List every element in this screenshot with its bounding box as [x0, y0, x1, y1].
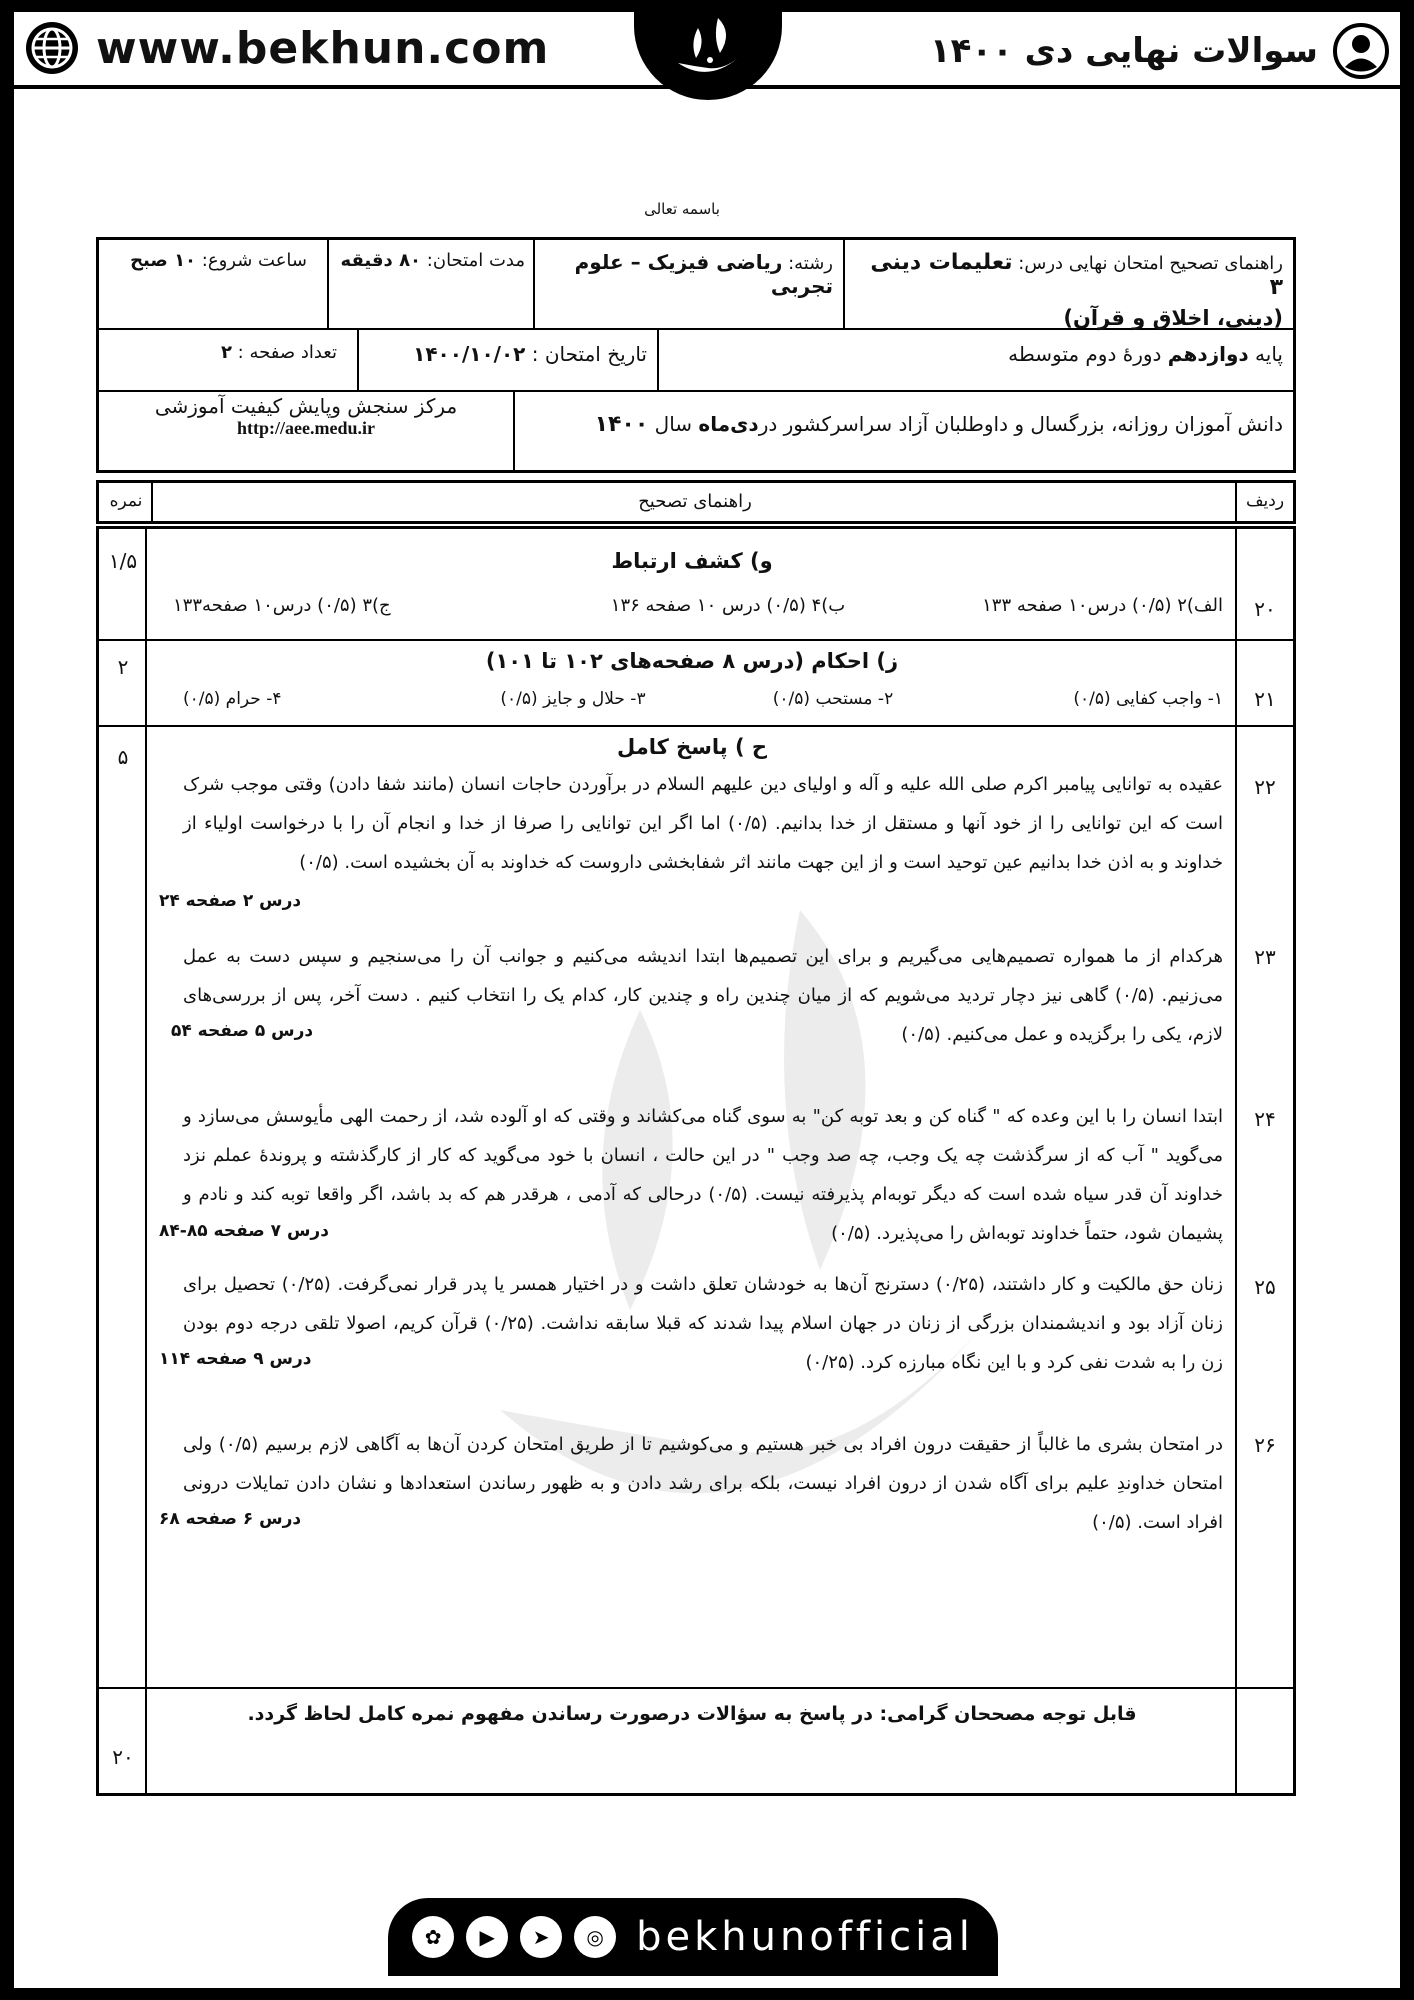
top-bar: [14, 12, 1400, 89]
row-number: ۲۴: [1254, 1107, 1276, 1131]
row-score: ۱/۵: [108, 549, 138, 573]
pages-cell: تعداد صفحه : ۲: [220, 342, 337, 363]
row-number: ۲۵: [1254, 1275, 1276, 1299]
row-score: ۲: [117, 655, 129, 679]
grade-cell: پایه دوازدهم دورهٔ دوم متوسطه: [657, 328, 1293, 390]
table-header: [96, 480, 1296, 524]
row-number: ۲۱: [1254, 687, 1276, 711]
globe-icon: [24, 20, 80, 76]
logo-icon: [648, 8, 768, 88]
instagram-icon[interactable]: ◎: [574, 1916, 616, 1958]
answer-table: [96, 526, 1296, 1796]
section-item: ۱- واجب کفایی (۰/۵): [1073, 689, 1223, 709]
answer-ref: درس ۲ صفحه ۲۴: [159, 891, 302, 911]
total-score: ۲۰: [112, 1745, 134, 1769]
section-item: ۳- حلال و جایز (۰/۵): [500, 689, 646, 709]
section-title: و) کشف ارتباط: [611, 549, 773, 573]
section-item: ۲- مستحب (۰/۵): [772, 689, 894, 709]
answer-ref: درس ۶ صفحه ۶۸: [159, 1509, 302, 1529]
castbox-icon[interactable]: ✿: [412, 1916, 454, 1958]
site-link[interactable]: [24, 20, 549, 76]
col-guide: راهنمای تصحیح: [638, 491, 752, 512]
center-cell: مرکز سنجش وپایش کیفیت آموزشی http://aee.medu.ir: [154, 394, 458, 438]
exam-info-box: [96, 237, 1296, 473]
social-footer: [388, 1898, 998, 1976]
answer-text: ابتدا انسان را با این وعده که " گناه کن و بعد توبه کن" به سوی گناه می‌کشاند و وقتی که او آلوده شد، از رحمت الهی مأیوسش می‌سازد و می‌گوید " آب که از سرگذشت چه یک وجب، چه صد وجب " در این حالت ، انسان با خود می‌گوید که کار از کارگذشته و پروندهٔ عملم نزد خداوند آن قدر سیاه شده است که دیگر توبه‌ام پذیرفته نیست. (۰/۵) درحالی که آدمی ، هرقدر هم که بد باشد، اگر واقعا توبه کند و نادم و پشیمان شود، حتماً خداوند توبه‌اش را می‌پذیرد. (۰/۵): [183, 1106, 1223, 1244]
section-item: ۴- حرام (۰/۵): [183, 689, 282, 709]
answer-ref: درس ۷ صفحه ۸۵-۸۴: [159, 1221, 329, 1241]
row-number: ۲۲: [1254, 775, 1276, 799]
social-handle[interactable]: bekhunofficial: [636, 1914, 974, 1960]
section-item: ب)۴ (۰/۵) درس ۱۰ صفحه ۱۳۶: [610, 595, 846, 616]
site-url: www.bekhun.com: [96, 22, 550, 74]
students-cell: دانش آموزان روزانه، بزرگسال و داوطلبان آزاد سراسرکشور دردی‌ماه سال ۱۴۰۰: [513, 390, 1293, 470]
header-title: [930, 22, 1390, 80]
course-cell: راهنمای تصحیح امتحان نهایی درس: تعلیمات دینی ۳ (دینی، اخلاق و قرآن): [843, 240, 1293, 328]
date-cell: تاریخ امتحان : ۱۴۰۰/۱۰/۰۲: [357, 328, 657, 390]
answer-text: عقیده به توانایی پیامبر اکرم صلی الله علیه و آله و اولیای دین علیهم السلام در برآوردن حاجات انسان (مانند شفا دادن) وقتی موجب شرک است که این توانایی را از خود آنها و مستقل از خدا بدانیم. (۰/۵) اما اگر این توانایی را صرفا از خدا و انجام آن را با درخواست اولیاء از خداوند و به اذن خدا بدانیم عین توحید است و از این جهت مانند اثر شفابخشی داروست که خداوند به آن بخشیده است. (۰/۵): [183, 774, 1223, 873]
user-icon: [1332, 22, 1390, 80]
section-title: ز) احکام (درس ۸ صفحه‌های ۱۰۲ تا ۱۰۱): [485, 649, 899, 673]
answer-text: زنان حق مالکیت و کار داشتند، (۰/۲۵) دسترنج آن‌ها به خودشان تعلق داشت و در اختیار همسر یا پدر قرار نمی‌گرفت. (۰/۲۵) تحصیل برای زنان آزاد بود و اندیشمندان بزرگی از زنان در جهان اسلام پیدا شدند که قبلا سابقه نداشت. (۰/۲۵) قرآن کریم، اصولا تلقی درجه دوم بودن زن را به شدت نفی کرد و با این نگاه مبارزه کرد. (۰/۲۵): [183, 1274, 1223, 1373]
grader-note: قابل توجه مصححان گرامی: در پاسخ به سؤالات درصورت رساندن مفهوم نمره کامل لحاظ گردد.: [247, 1703, 1137, 1725]
header-title-text: سوالات نهایی دی ۱۴۰۰: [929, 31, 1318, 71]
field-cell: رشته: ریاضی فیزیک – علوم تجربی: [533, 240, 843, 328]
answer-ref: درس ۵ صفحه ۵۴: [171, 1021, 314, 1041]
col-row: ردیف: [1245, 491, 1285, 511]
brand-logo: [634, 0, 782, 100]
youtube-icon[interactable]: ▶: [466, 1916, 508, 1958]
duration-cell: مدت امتحان: ۸۰ دقیقه: [327, 240, 533, 328]
start-cell: ساعت شروع: ۱۰ صبح: [130, 250, 307, 271]
answer-text: در امتحان بشری ما غالباً از حقیقت درون افراد بی خبر هستیم و می‌کوشیم تا از طریق امتحان کردن آن‌ها به آگاهی لازم برسیم (۰/۵) ولی امتحان خداوندِ علیم برای آگاه شدن از درون افراد نیست، بلکه برای رشد دادن و به ظهور رساندن استعدادها و نشان دادن تمایلات درونی افراد است. (۰/۵): [183, 1434, 1223, 1533]
section-item: ج)۳ (۰/۵) درس۱۰ صفحه۱۳۳: [173, 595, 391, 616]
telegram-icon[interactable]: ➤: [520, 1916, 562, 1958]
section-title: ح ) پاسخ کامل: [616, 735, 768, 759]
col-score: نمره: [109, 491, 143, 511]
row-number: ۲۳: [1254, 945, 1276, 969]
answer-ref: درس ۹ صفحه ۱۱۴: [159, 1349, 312, 1369]
answer-text: هرکدام از ما همواره تصمیم‌هایی می‌گیریم و برای این تصمیم‌ها ابتدا اندیشه می‌کنیم و جوانب آن را می‌سنجیم و سپس دست به عمل می‌زنیم. (۰/۵) گاهی نیز دچار تردید می‌شویم که از میان چندین راه و چندین کار، کدام یک را انتخاب کنیم . دست آخر، پس از بررسی‌های لازم، یکی را برگزیده و عمل می‌کنیم. (۰/۵): [183, 946, 1223, 1045]
section-item: الف)۲ (۰/۵) درس۱۰ صفحه ۱۳۳: [982, 595, 1223, 616]
row-number: ۲۶: [1254, 1433, 1276, 1457]
bismillah: باسمه تعالی: [644, 200, 720, 218]
row-number: ۲۰: [1254, 597, 1276, 621]
row-score: ۵: [117, 745, 129, 769]
